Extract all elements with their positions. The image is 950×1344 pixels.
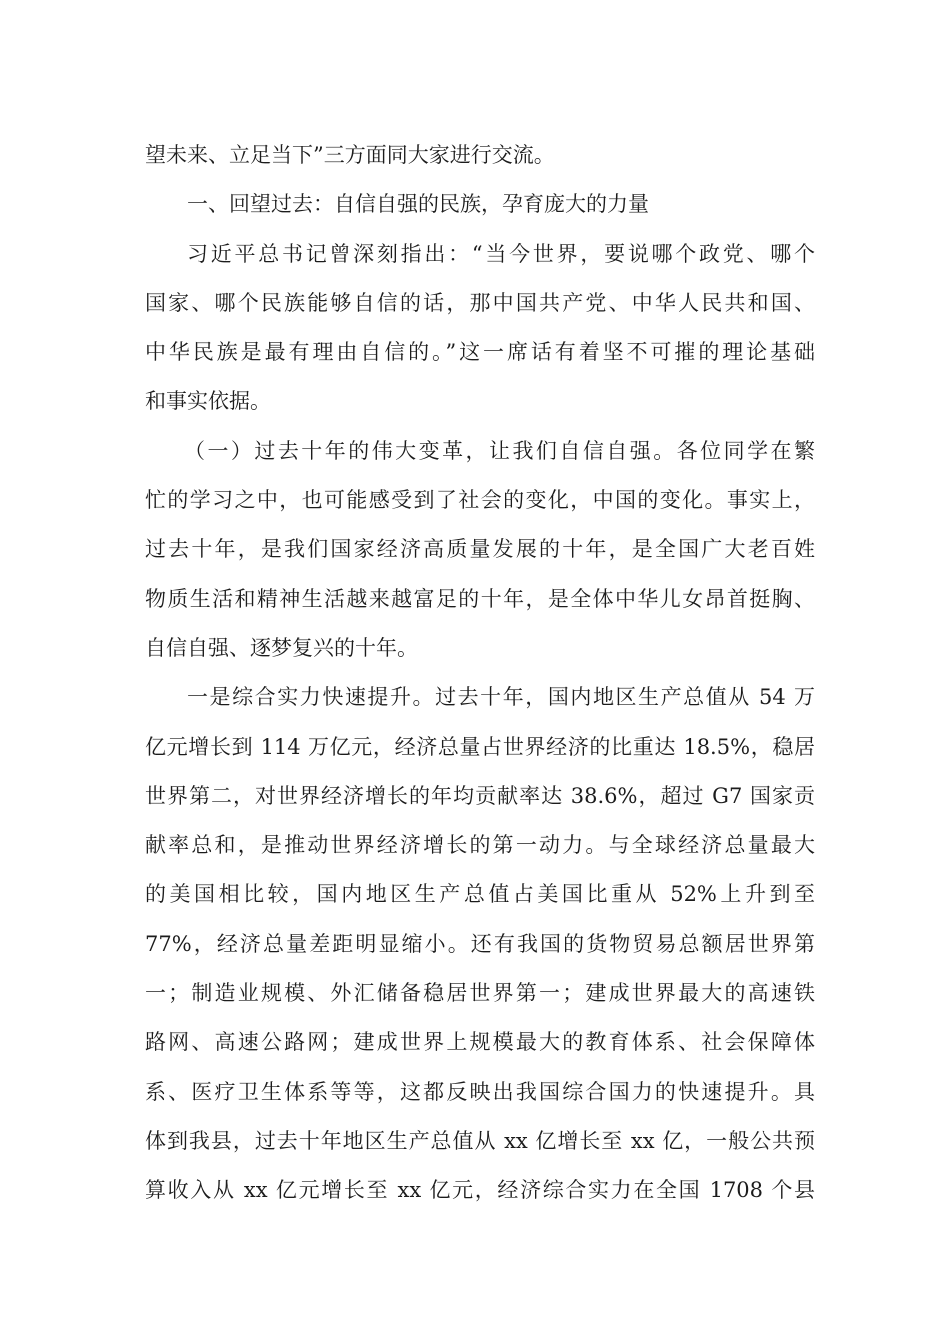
text-line: 物质生活和精神生活越来越富足的十年，是全体中华儿女昂首挺胸、 — [145, 586, 815, 611]
subsection-line: （一）过去十年的伟大变革，让我们自信自强。各位同学在繁 — [184, 438, 815, 463]
text-line: 献率总和，是推动世界经济增长的第一动力。与全球经济总量最大 — [145, 833, 815, 858]
text-line: 望未来、立足当下”三方面同大家进行交流。 — [145, 143, 555, 167]
text-line: 忙的学习之中，也可能感受到了社会的变化，中国的变化。事实上， — [145, 488, 815, 513]
text-line: 和事实依据。 — [145, 389, 271, 414]
text-line: 一；制造业规模、外汇储备稳居世界第一；建成世界最大的高速铁 — [145, 981, 815, 1006]
text-line: 亿元增长到 114 万亿元，经济总量占世界经济的比重达 18.5%，稳居 — [145, 734, 815, 759]
text-line: 路网、高速公路网；建成世界上规模最大的教育体系、社会保障体 — [145, 1030, 815, 1055]
text-line: 的美国相比较，国内地区生产总值占美国比重从 52%上升到至 — [145, 882, 815, 907]
text-line: 一是综合实力快速提升。过去十年，国内地区生产总值从 54 万 — [187, 685, 815, 710]
text-line: 习近平总书记曾深刻指出：“当今世界，要说哪个政党、哪个 — [187, 241, 815, 266]
text-line: 中华民族是最有理由自信的。”这一席话有着坚不可摧的理论基础 — [145, 340, 815, 365]
text-line: 自信自强、逐梦复兴的十年。 — [145, 635, 418, 660]
text-line: 体到我县，过去十年地区生产总值从 xx 亿增长至 xx 亿，一般公共预 — [145, 1128, 815, 1153]
text-line: 77%，经济总量差距明显缩小。还有我国的货物贸易总额居世界第 — [145, 931, 815, 956]
text-line: 国家、哪个民族能够自信的话，那中国共产党、中华人民共和国、 — [145, 290, 815, 315]
section-heading: 一、回望过去：自信自强的民族，孕育庞大的力量 — [187, 192, 649, 217]
text-line: 世界第二，对世界经济增长的年均贡献率达 38.6%，超过 G7 国家贡 — [145, 783, 815, 808]
document-body — [145, 131, 815, 1216]
text-line: 系、医疗卫生体系等等，这都反映出我国综合国力的快速提升。具 — [145, 1079, 815, 1104]
text-line: 算收入从 xx 亿元增长至 xx 亿元，经济综合实力在全国 1708 个县 — [145, 1178, 815, 1203]
text-line: 过去十年，是我们国家经济高质量发展的十年，是全国广大老百姓 — [145, 537, 815, 562]
